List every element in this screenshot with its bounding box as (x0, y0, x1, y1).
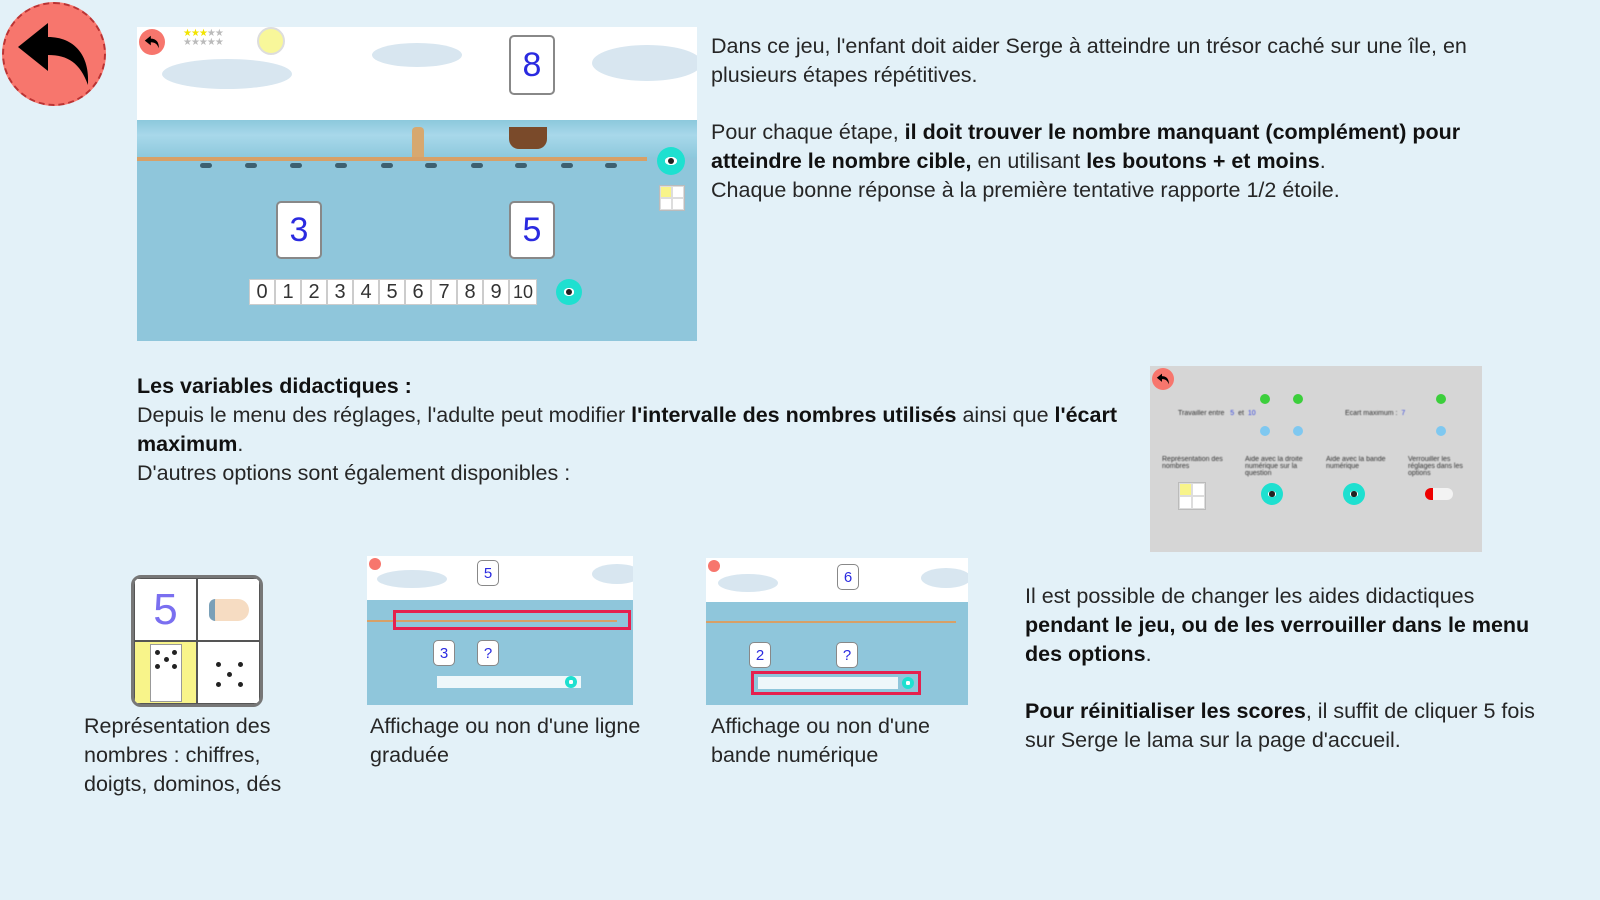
settings-screenshot: Travailler entre 5 et 10 Ecart maximum : 7 Représentation des nombres Aide avec la droite numérique sur la question Aide avec la bande numérique Verrouiller les réglages dans les options (1150, 366, 1482, 552)
representation-toggle-icon[interactable] (659, 185, 685, 211)
back-arrow-icon (144, 35, 160, 49)
caption-number-strip: Affichage ou non d'une bande numérique (711, 714, 930, 767)
back-arrow-icon (1156, 373, 1170, 385)
range-max-plus (1293, 394, 1303, 404)
domino-icon (134, 641, 197, 704)
variables-title: Les variables didactiques : (137, 374, 412, 398)
smiley-icon (257, 27, 285, 55)
number-strip-mini (758, 677, 898, 689)
toggle-number-line-eye-icon[interactable] (657, 147, 685, 175)
right-number-card[interactable]: 5 (509, 201, 555, 259)
highlight-number-line (393, 610, 631, 630)
eye-icon (1343, 483, 1365, 505)
left-number-card: 3 (276, 201, 322, 259)
pirate-ship (509, 127, 547, 149)
toggle-number-strip-eye-icon[interactable] (556, 279, 582, 305)
representation-icon (1178, 482, 1206, 510)
range-max-minus (1293, 426, 1303, 436)
lock-toggle (1425, 488, 1453, 500)
gap-plus (1436, 394, 1446, 404)
number-strip-mini (437, 676, 581, 688)
intro-text: Dans ce jeu, l'enfant doit aider Serge à atteindre un trésor caché sur une île, en plusieurs étapes répétitives. Pour chaque étape, il doit trouver le nombre manquant (complément) pour atteindre le nombre cible, en utilisant les boutons + et moins. Chaque bonne réponse à la première tentative rapporte 1/2 étoile. (711, 34, 1467, 202)
number-strip: 0 1 2 3 4 5 6 7 8 9 10 (249, 279, 537, 305)
variables-section: Les variables didactiques : Depuis le menu des réglages, l'adulte peut modifier l'intervalle des nombres utilisés ainsi que l'écart maximum. D'autres options sont également disponibles : (137, 374, 1117, 485)
range-min-minus (1260, 426, 1270, 436)
notes-text: Il est possible de changer les aides didactiques pendant le jeu, ou de les verrouiller dans le menu des options. Pour réinitialiser les scores, il suffit de cliquer 5 fois sur Serge le lama sur la page d'accueil. (1025, 584, 1535, 752)
settings-back-button (1152, 368, 1174, 390)
back-button[interactable] (2, 2, 106, 106)
eye-icon (1261, 483, 1283, 505)
back-arrow-icon (14, 19, 94, 89)
number-strip-screenshot: 6 2 ? (706, 558, 968, 705)
range-min-plus (1260, 394, 1270, 404)
caption-graduated-line: Affichage ou non d'une ligne graduée (370, 714, 641, 767)
caption-representation: Représentation des nombres : chiffres, doigts, dominos, dés (84, 714, 282, 796)
star-score: ★★★★★ ★★★★★ (183, 28, 223, 48)
dice-icon (197, 641, 260, 704)
fingers-icon (197, 578, 260, 641)
number-representation-tile (131, 575, 263, 707)
graduated-line-screenshot: 5 3 ? (367, 556, 633, 705)
llama-serge (412, 127, 424, 157)
game-screenshot (137, 27, 697, 341)
digit-cell: 5 (134, 578, 197, 641)
gap-minus (1436, 426, 1446, 436)
game-back-button (139, 29, 165, 55)
target-number-card: 8 (509, 35, 555, 95)
